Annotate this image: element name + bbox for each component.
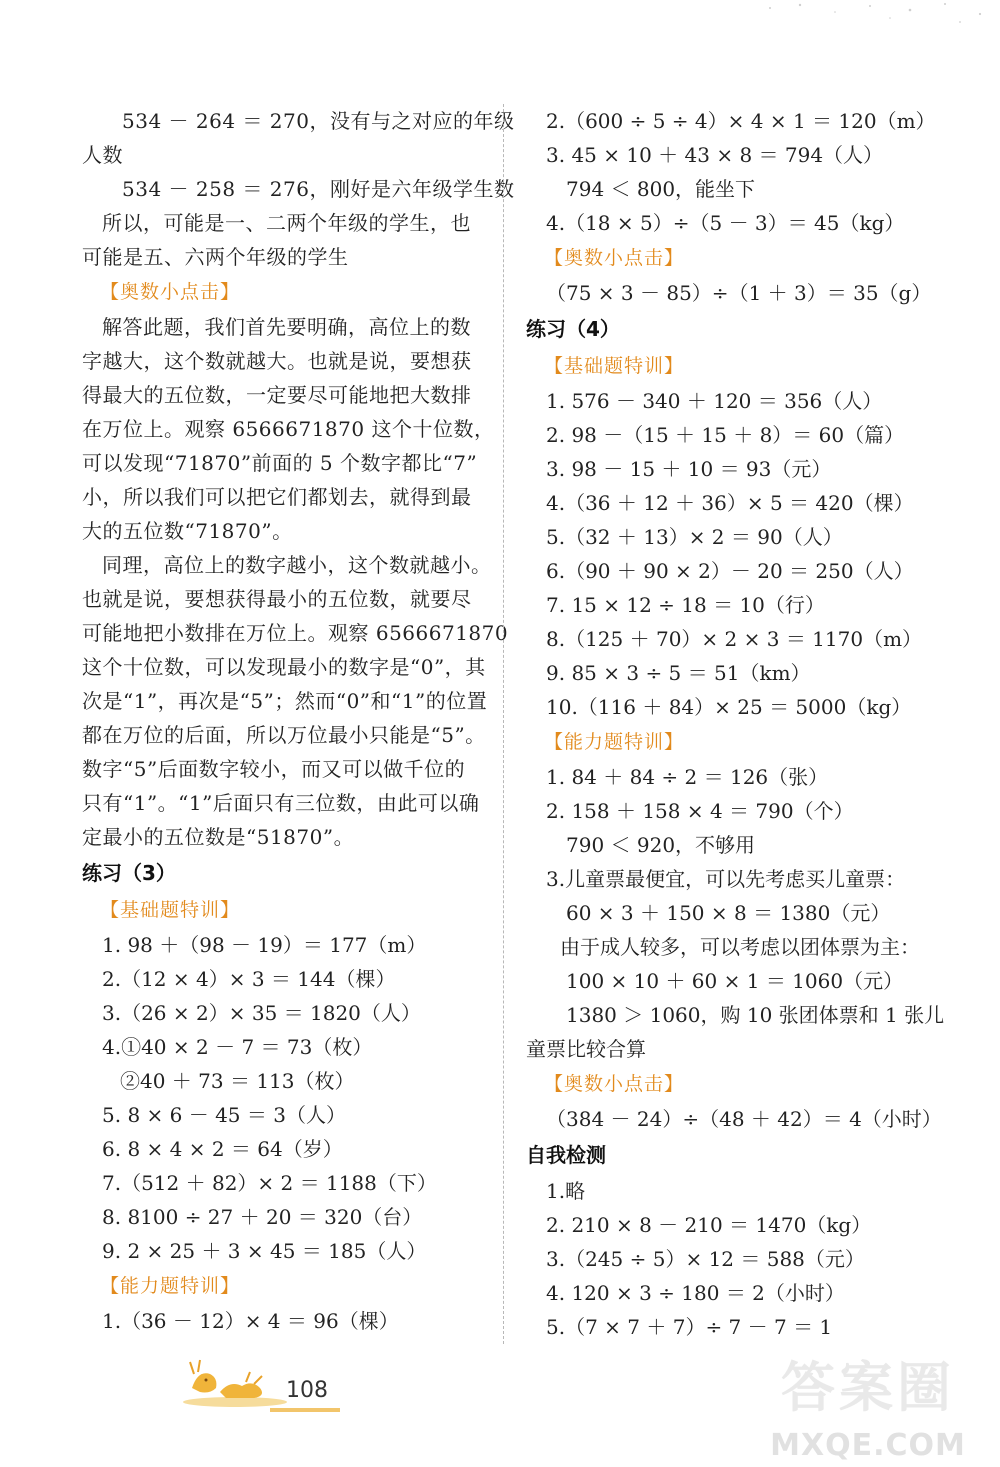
section-tag-aoshu: 【奥数小点击】	[100, 281, 241, 303]
answer-line: 60 × 3 ＋ 150 × 8 ＝ 1380（元）	[566, 901, 891, 925]
answer-line: 4.（36 ＋ 12 ＋ 36）× 5 ＝ 420（棵）	[546, 491, 914, 515]
deer-illustration-icon	[180, 1358, 290, 1408]
text-line: 人数	[82, 143, 123, 167]
answer-line: ②40 ＋ 73 ＝ 113（枚）	[120, 1069, 355, 1093]
answer-line: 3.儿童票最便宜，可以先考虑买儿童票：	[546, 867, 906, 891]
text-line: 同理，高位上的数字越小，这个数就越小。	[102, 553, 492, 577]
answer-line: 2. 210 × 8 － 210 ＝ 1470（kg）	[546, 1213, 872, 1237]
answer-line: 1.（36 － 12）× 4 ＝ 96（棵）	[102, 1309, 399, 1333]
text-line: 所以，可能是一、二两个年级的学生，也	[102, 211, 471, 235]
left-column	[82, 104, 515, 1338]
answer-line: 10.（116 ＋ 84）× 25 ＝ 5000（kg）	[546, 695, 912, 719]
watermark	[748, 1353, 988, 1463]
answer-line: 2. 158 ＋ 158 × 4 ＝ 790（个）	[546, 799, 854, 823]
answer-line: 3.（245 ÷ 5）× 12 ＝ 588（元）	[546, 1247, 865, 1271]
answer-line: 100 × 10 ＋ 60 × 1 ＝ 1060（元）	[566, 969, 904, 993]
text-line: 可能是五、六两个年级的学生	[82, 245, 349, 269]
text-line: 定最小的五位数是“51870”。	[82, 825, 355, 849]
section-tag-jichu: 【基础题特训】	[100, 899, 241, 921]
answer-line: 4.①40 × 2 － 7 ＝ 73（枚）	[102, 1035, 373, 1059]
section-tag-jichu: 【基础题特训】	[544, 355, 685, 377]
answer-line: 3. 98 － 15 ＋ 10 ＝ 93（元）	[546, 457, 832, 481]
page-number-underline	[270, 1408, 340, 1412]
answer-line: 5.（32 ＋ 13）× 2 ＝ 90（人）	[546, 525, 843, 549]
watermark-url: MXQE.COM	[770, 1428, 966, 1463]
text-line: 可以发现“71870”前面的 5 个数字都比“7”	[82, 451, 478, 475]
text-line: 字越大，这个数就越大。也就是说，要想获	[82, 349, 472, 373]
answer-line: 794 ＜ 800，能坐下	[566, 177, 756, 201]
answer-line: 3. 45 × 10 ＋ 43 × 8 ＝ 794（人）	[546, 143, 884, 167]
answer-line: （75 × 3 － 85）÷（1 ＋ 3）＝ 35（g）	[546, 281, 932, 305]
text-line: 都在万位的后面，所以万位最小只能是“5”。	[82, 723, 486, 747]
answer-line: 1.略	[546, 1179, 586, 1203]
answer-line: 9. 85 × 3 ÷ 5 ＝ 51（km）	[546, 661, 811, 685]
answer-line: （384 － 24）÷（48 ＋ 42）＝ 4（小时）	[546, 1107, 942, 1131]
section-tag-nengli: 【能力题特训】	[544, 731, 685, 753]
text-line: 可能地把小数排在万位上。观察 6566671870	[82, 621, 509, 645]
text-line: 得最大的五位数，一定要尽可能地把大数排	[82, 383, 472, 407]
text-line: 534 － 264 ＝ 270，没有与之对应的年级	[122, 109, 515, 133]
column-divider	[503, 104, 504, 1344]
heading-exercise-4: 练习（4）	[526, 317, 620, 341]
answer-line: 由于成人较多，可以考虑以团体票为主：	[560, 935, 920, 959]
text-line: 大的五位数“71870”。	[82, 519, 293, 543]
text-line: 也就是说，要想获得最小的五位数，就要尽	[82, 587, 472, 611]
text-line: 只有“1”。“1”后面只有三位数，由此可以确	[82, 791, 480, 815]
watermark-logo: 答案圈	[781, 1356, 955, 1419]
answer-line: 8. 8100 ÷ 27 ＋ 20 ＝ 320（台）	[102, 1205, 423, 1229]
answer-line: 5. 8 × 6 － 45 ＝ 3（人）	[102, 1103, 346, 1127]
text-line: 解答此题，我们首先要明确，高位上的数	[102, 315, 471, 339]
answer-line: 6. 8 × 4 × 2 ＝ 64（岁）	[102, 1137, 343, 1161]
answer-line: 1380 ＞ 1060，购 10 张团体票和 1 张儿	[566, 1003, 945, 1027]
answer-line: 6.（90 ＋ 90 × 2）－ 20 ＝ 250（人）	[546, 559, 914, 583]
right-column	[526, 104, 946, 1344]
answer-line: 1. 98 ＋（98 － 19）＝ 177（m）	[102, 933, 427, 957]
answer-line: 4.（18 × 5）÷（5 － 3）＝ 45（kg）	[546, 211, 905, 235]
text-line: 小，所以我们可以把它们都划去，就得到最	[82, 485, 472, 509]
answer-line: 7. 15 × 12 ÷ 18 ＝ 10（行）	[546, 593, 825, 617]
answer-line: 8.（125 ＋ 70）× 2 × 3 ＝ 1170（m）	[546, 627, 923, 651]
heading-self-check: 自我检测	[526, 1143, 606, 1167]
answer-line: 2.（600 ÷ 5 ÷ 4）× 4 × 1 ＝ 120（m）	[546, 109, 936, 133]
text-line: 在万位上。观察 6566671870 这个十位数，	[82, 417, 495, 441]
answer-line: 2.（12 × 4）× 3 ＝ 144（棵）	[102, 967, 396, 991]
answer-line: 790 ＜ 920，不够用	[566, 833, 756, 857]
heading-exercise-3: 练习（3）	[82, 861, 176, 885]
answer-line: 3.（26 × 2）× 35 ＝ 1820（人）	[102, 1001, 421, 1025]
text-line: 534 － 258 ＝ 276，刚好是六年级学生数	[122, 177, 515, 201]
text-line: 数字“5”后面数字较小，而又可以做千位的	[82, 757, 466, 781]
section-tag-nengli: 【能力题特训】	[100, 1275, 241, 1297]
answer-line: 1. 576 － 340 ＋ 120 ＝ 356（人）	[546, 389, 883, 413]
answer-line: 5.（7 × 7 ＋ 7）÷ 7 － 7 ＝ 1	[546, 1315, 833, 1339]
page-number: 108	[286, 1378, 328, 1403]
text-line: 这个十位数，可以发现最小的数字是“0”，其	[82, 655, 486, 679]
answer-line: 2. 98 －（15 ＋ 15 ＋ 8）＝ 60（篇）	[546, 423, 905, 447]
answer-line: 9. 2 × 25 ＋ 3 × 45 ＝ 185（人）	[102, 1239, 427, 1263]
answer-line: 4. 120 × 3 ÷ 180 ＝ 2（小时）	[546, 1281, 845, 1305]
section-tag-aoshu: 【奥数小点击】	[544, 247, 685, 269]
answer-line: 7.（512 ＋ 82）× 2 ＝ 1188（下）	[102, 1171, 437, 1195]
answer-line: 童票比较合算	[526, 1037, 646, 1061]
text-line: 次是“1”，再次是“5”；然而“0”和“1”的位置	[82, 689, 488, 713]
answer-line: 1. 84 ＋ 84 ÷ 2 ＝ 126（张）	[546, 765, 829, 789]
corner-speckle-decoration	[740, 0, 1000, 40]
section-tag-aoshu: 【奥数小点击】	[544, 1073, 685, 1095]
